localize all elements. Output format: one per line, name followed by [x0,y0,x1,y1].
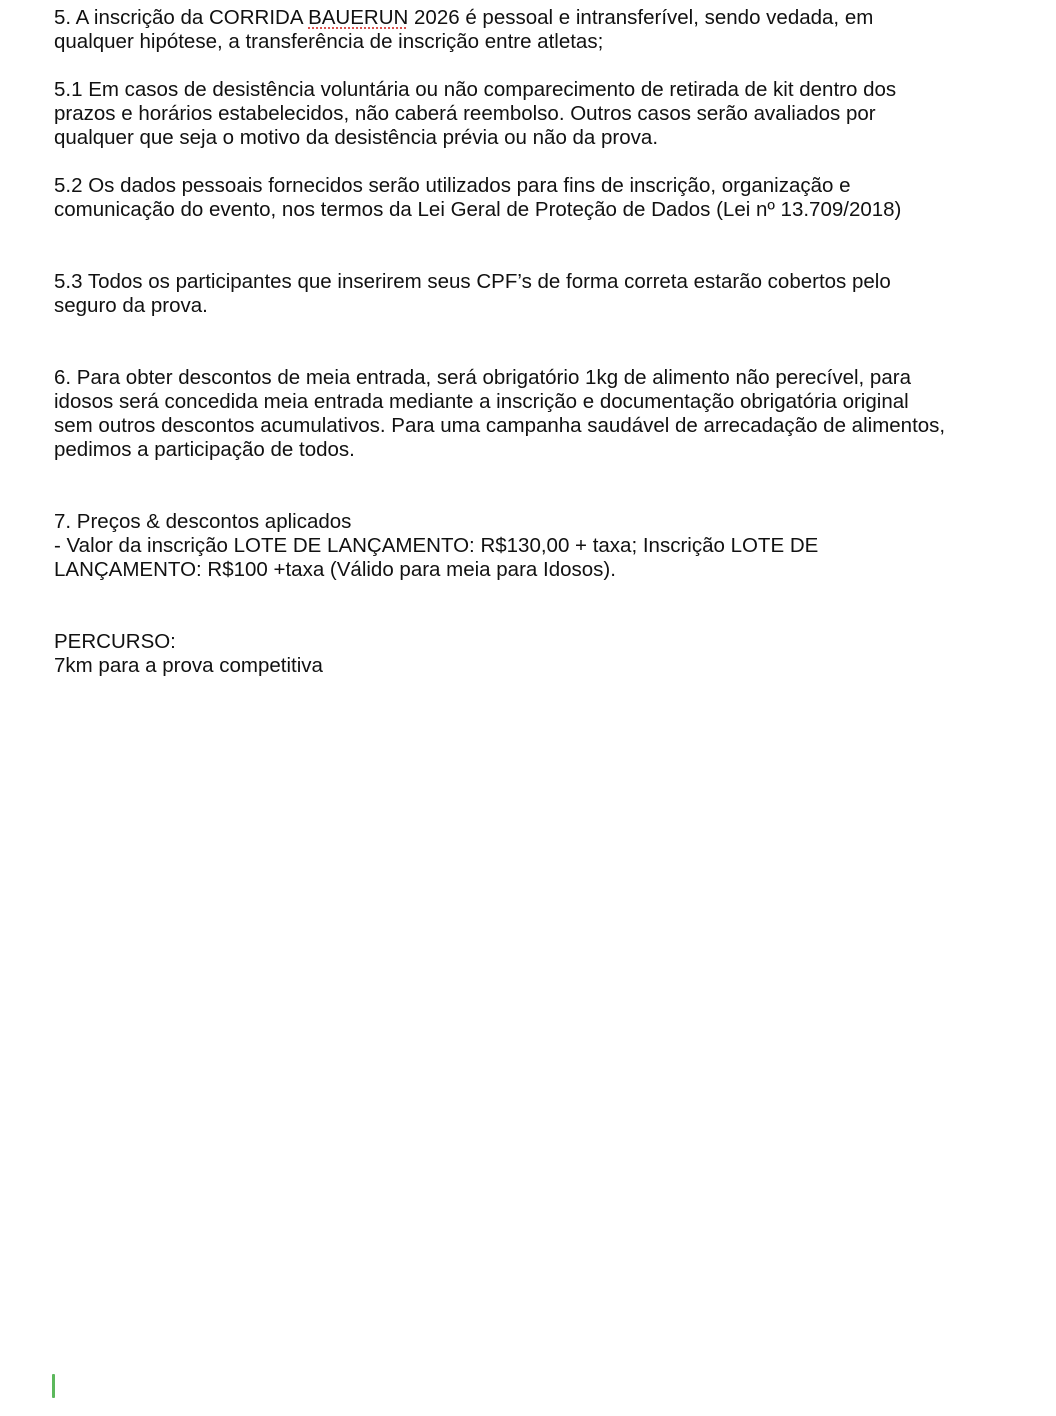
percurso-heading: PERCURSO: [54,630,176,653]
section-7-heading: 7. Preços & descontos aplicados [54,510,352,533]
paragraph-5-1: 5.1 Em casos de desistência voluntária ou não comparecimento de retirada de kit dentro dos prazos e horários estabelecidos, não caberá reembolso. Outros casos serão avaliados por qualquer que seja o motivo da desistência prévia ou não da prova. [54,78,897,149]
paragraph-5-text-start: 5. A inscrição da CORRIDA [54,6,309,29]
paragraph-6: 6. Para obter descontos de meia entrada, será obrigatório 1kg de alimento não perecível, para idosos será concedida meia entrada mediante a inscrição e documentação obrigatória original sem outros descontos acumulativos. Para uma campanha saudável de arrecadação de alimentos, pedimos a participação de todos. [54,366,946,461]
paragraph-spacer [54,318,1044,366]
document-body[interactable] [54,6,1044,678]
paragraph-spacer [54,150,1044,174]
paragraph-spacer [54,54,1044,78]
paragraph-spacer [54,462,1044,510]
text-cursor [52,1374,55,1398]
misspelled-word[interactable]: BAUERUN [308,6,409,29]
paragraph-spacer [54,582,1044,630]
paragraph-5 [54,6,1044,54]
section-7-prices: - Valor da inscrição LOTE DE LANÇAMENTO: R$130,00 + taxa; Inscrição LOTE DE LANÇAMENTO: R$100 +taxa (Válido para meia para Idosos). [54,534,819,581]
paragraph-5-2: 5.2 Os dados pessoais fornecidos serão utilizados para fins de inscrição, organização e comunicação do evento, nos termos da Lei Geral de Proteção de Dados (Lei nº 13.709/2018) [54,174,902,221]
paragraph-5-3: 5.3 Todos os participantes que inserirem seus CPF’s de forma correta estarão cobertos pelo seguro da prova. [54,270,891,317]
percurso-body: 7km para a prova competitiva [54,654,323,677]
paragraph-5-text-end: 2026 é pessoal e intransferível, sendo vedada, em qualquer hipótese, a transferência de inscrição entre atletas; [54,6,874,53]
paragraph-spacer [54,222,1044,270]
